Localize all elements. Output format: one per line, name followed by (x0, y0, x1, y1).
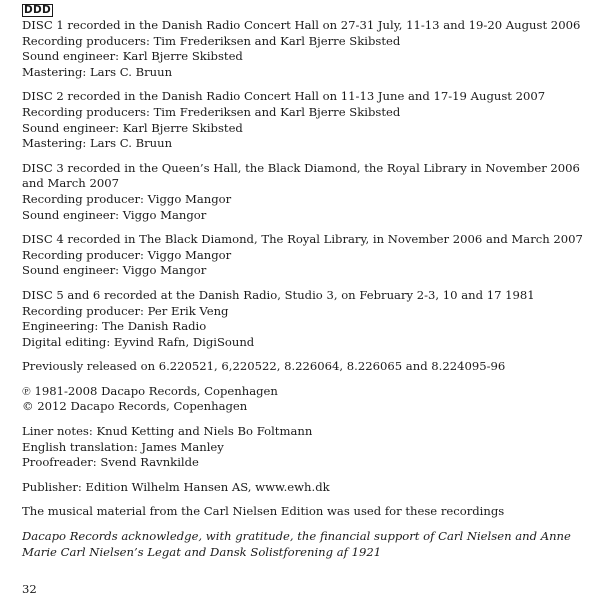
disc2-engineer: Sound engineer: Karl Bjerre Skibsted (22, 120, 243, 135)
copyright-block (22, 384, 582, 415)
edition-note-block (22, 504, 582, 520)
disc1-credits (22, 18, 582, 80)
credits-page (22, 2, 582, 569)
disc3-credits (22, 161, 582, 223)
disc1-producers: Recording producers: Tim Frederiksen and Karl Bjerre Skibsted (22, 33, 401, 48)
publisher-block (22, 480, 582, 496)
disc56-editing: Digital editing: Eyvind Rafn, DigiSound (22, 334, 255, 349)
disc2-mastering: Mastering: Lars C. Bruun (22, 136, 173, 151)
disc3-engineer: Sound engineer: Viggo Mangor (22, 207, 207, 222)
acknowledgement-text: Dacapo Records acknowledge, with gratitude, the financial support of Carl Nielsen and Anne Marie Carl Nielsen’s Legat and Dansk Solistforening af 1921 (22, 529, 571, 559)
disc4-engineer: Sound engineer: Viggo Mangor (22, 263, 207, 278)
edition-note-text: The musical material from the Carl Nielsen Edition was used for these recordings (22, 504, 505, 519)
phonogram-copyright: ℗ 1981-2008 Dacapo Records, Copenhagen (22, 383, 278, 398)
disc56-engineering: Engineering: The Danish Radio (22, 319, 207, 334)
previously-released-text: Previously released on 6.220521, 6,220522, 8.226064, 8.226065 and 8.224095-96 (22, 359, 506, 374)
disc1-engineer: Sound engineer: Karl Bjerre Skibsted (22, 49, 243, 64)
ddd-logo: DDD (24, 4, 52, 16)
previously-released (22, 359, 582, 375)
disc1-mastering: Mastering: Lars C. Bruun (22, 64, 173, 79)
disc56-credits (22, 288, 582, 350)
english-translation: English translation: James Manley (22, 439, 224, 454)
proofreader: Proofreader: Svend Ravnkilde (22, 455, 199, 470)
disc3-producer: Recording producer: Viggo Mangor (22, 191, 232, 206)
disc4-recorded: DISC 4 recorded in The Black Diamond, The Royal Library, in November 2006 and March 2007 (22, 232, 583, 247)
publisher-text: Publisher: Edition Wilhelm Hansen AS, www.ewh.dk (22, 479, 330, 494)
page-number: 32 (22, 582, 37, 596)
ddd-badge-row (22, 2, 582, 18)
copyright-notice: © 2012 Dacapo Records, Copenhagen (22, 399, 248, 414)
disc2-credits (22, 89, 582, 151)
disc3-recorded: DISC 3 recorded in the Queen’s Hall, the Black Diamond, the Royal Library in November 2006 and March 2007 (22, 160, 580, 191)
disc2-recorded: DISC 2 recorded in the Danish Radio Concert Hall on 11-13 June and 17-19 August 2007 (22, 89, 546, 104)
disc4-producer: Recording producer: Viggo Mangor (22, 247, 232, 262)
acknowledgement-block (22, 529, 582, 560)
disc1-recorded: DISC 1 recorded in the Danish Radio Concert Hall on 27-31 July, 11-13 and 19-20 August 2006 (22, 18, 581, 32)
disc4-credits (22, 232, 582, 279)
disc56-producer: Recording producer: Per Erik Veng (22, 303, 229, 318)
disc2-producers: Recording producers: Tim Frederiksen and Karl Bjerre Skibsted (22, 104, 401, 119)
disc56-recorded: DISC 5 and 6 recorded at the Danish Radio, Studio 3, on February 2-3, 10 and 17 1981 (22, 287, 535, 302)
liner-notes: Liner notes: Knud Ketting and Niels Bo Foltmann (22, 424, 313, 439)
notes-block (22, 424, 582, 471)
